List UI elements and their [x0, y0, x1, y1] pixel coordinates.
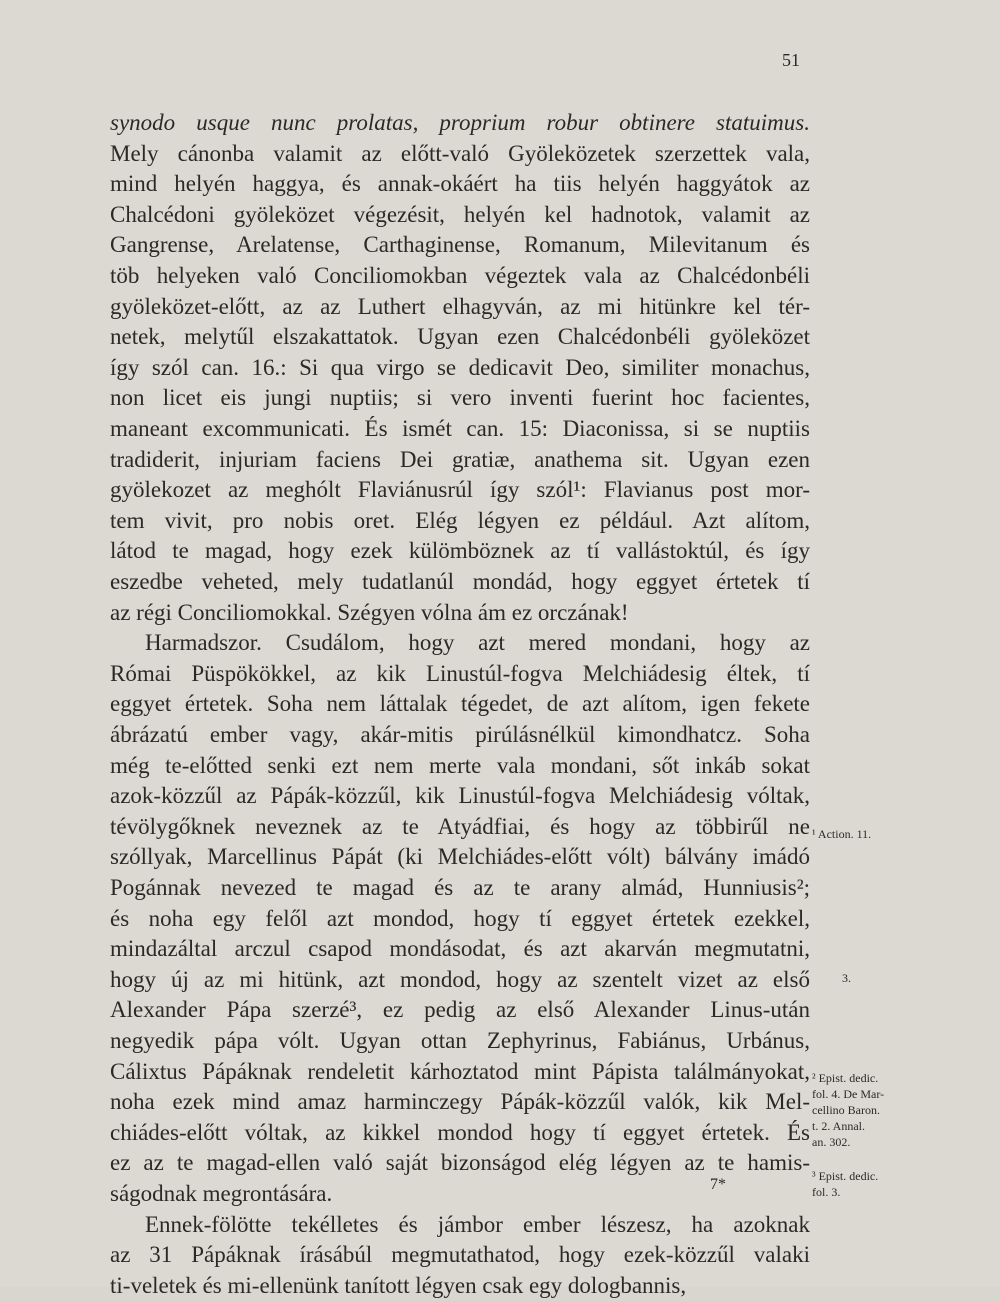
- text-line: ábrázatú ember vagy, akár-mitis pirúlásnélkül kimondhatcz. Soha: [110, 722, 810, 747]
- text-line: synodo usque nunc prolatas, proprium robur obtinere statuimus.: [110, 110, 810, 135]
- text-line: noha ezek mind amaz harminczegy Pápák-közzűl valók, kik Mel-: [110, 1089, 810, 1115]
- text-line: negyedik pápa vólt. Ugyan ottan Zephyrinus, Fabiánus, Urbánus,: [110, 1028, 810, 1053]
- text-line: netek, melytűl elszakattatok. Ugyan ezen Chalcédonbéli gyöleközet: [110, 324, 810, 350]
- margin-note-epist-4: [812, 1070, 912, 1150]
- text-line: szóllyak, Marcellinus Pápát (ki Melchiádes-előtt vólt) bálvány imádó: [110, 844, 810, 870]
- text-line: ságodnak megrontására.: [110, 1181, 333, 1206]
- text-line: hogy új az mi hitünk, azt mondod, hogy az szentelt vizet az első: [110, 966, 810, 992]
- text-line: Alexander Pápa szerzé³, ez pedig az első Alexander Linus-után: [110, 997, 810, 1023]
- margin-note-line: an. 302.: [812, 1135, 851, 1149]
- text-line: így szól can. 16.: Si qua virgo se dedicavit Deo, similiter monachus,: [110, 354, 810, 380]
- text-line: eggyet értetek. Soha nem láttalak tégedet, de azt alítom, igen fekete: [110, 691, 810, 717]
- text-line: tradiderit, injuriam faciens Dei gratiæ, anathema sit. Ugyan ezen: [110, 446, 810, 472]
- signature-mark: 7*: [710, 1176, 726, 1193]
- text-line: ti-veletek és mi-ellenünk tanított légyen csak egy dologbannis,: [110, 1272, 687, 1298]
- text-line: töb helyeken való Conciliomokban végeztek vala az Chalcédonbéli: [110, 263, 810, 288]
- text-line: Cálixtus Pápáknak rendeletit kárhoztatod mint Pápista találmányokat,: [110, 1058, 810, 1084]
- text-line: gyölekozet az meghólt Flaviánusrúl így szól¹: Flavianus post mor-: [110, 477, 810, 503]
- text-line: Ennek-fölötte tekélletes és jámbor ember lészesz, ha azoknak: [145, 1211, 810, 1237]
- text-line: mindazáltal arczul csapod mondásodat, és azt akarván megmutatni,: [110, 936, 810, 962]
- text-line: gyöleközet-előtt, az az Luthert elhagyván, az mi hitünkre kel tér-: [110, 293, 810, 319]
- margin-note-line: t. 2. Annal.: [812, 1119, 865, 1133]
- margin-note-line: fol. 3.: [812, 1185, 841, 1199]
- margin-note-line: ² Epist. dedic.: [812, 1071, 879, 1085]
- margin-note-epist-3: [812, 1168, 912, 1200]
- text-line: Harmadszor. Csudálom, hogy azt mered mondani, hogy az: [145, 630, 810, 656]
- text-line: azok-közzűl az Pápák-közzűl, kik Linustúl-fogva Melchiádesig vóltak,: [110, 783, 810, 809]
- text-line: eszedbe veheted, mely tudatlanúl mondád, hogy eggyet értetek tí: [110, 569, 810, 594]
- margin-note-action: ¹ Action. 11.: [812, 827, 872, 841]
- text-line: ez az te magad-ellen való saját bizonságod elég légyen az te hamis-: [110, 1150, 810, 1176]
- text-line: chiádes-előtt vóltak, az kikkel mondod hogy tí eggyet értetek. És: [110, 1119, 810, 1145]
- text-line: Római Püspökökkel, az kik Linustúl-fogva Melchiádesig éltek, tí: [110, 660, 810, 686]
- margin-note-section-number: 3.: [842, 971, 851, 985]
- text-line: még te-előtted senki ezt nem merte vala mondani, sőt inkáb sokat: [110, 752, 810, 778]
- margin-note-line: ³ Epist. dedic.: [812, 1169, 879, 1183]
- text-line: Chalcédoni gyöleközet végezésit, helyén kel hadnotok, valamit az: [110, 201, 810, 227]
- text-line: maneant excommunicati. És ismét can. 15: Diaconissa, si se nuptiis: [110, 416, 810, 441]
- text-line: az régi Conciliomokkal. Szégyen vólna ám ez orczának!: [110, 599, 629, 625]
- text-line: és noha egy felől azt mondod, hogy tí eggyet értetek ezekkel,: [110, 905, 810, 931]
- text-line: tévölygőknek neveznek az te Atyádfiai, és hogy az többirűl ne: [110, 813, 810, 839]
- text-line: Pogánnak nevezed te magad és az te arany almád, Hunniusis²;: [110, 875, 810, 900]
- text-line: az 31 Pápáknak írásábúl megmutathatod, hogy ezek-közzűl valaki: [110, 1242, 810, 1268]
- text-line: tem vivit, pro nobis oret. Elég légyen ez például. Azt alítom,: [110, 507, 810, 533]
- text-line: Mely cánonba valamit az előtt-való Gyöleközetek szerzettek vala,: [110, 140, 810, 166]
- page-number: 51: [782, 50, 800, 70]
- margin-note-line: cellino Baron.: [812, 1103, 880, 1117]
- text-line: látod te magad, hogy ezek külömböznek az tí vallástoktúl, és így: [110, 538, 810, 564]
- text-line: Gangrense, Arelatense, Carthaginense, Romanum, Milevitanum és: [110, 232, 810, 258]
- margin-note-line: fol. 4. De Mar-: [812, 1087, 885, 1101]
- text-line: non licet eis jungi nuptiis; si vero inventi fuerint hoc facientes,: [110, 385, 810, 411]
- text-line: mind helyén haggya, és annak-okáért ha tiis helyén haggyátok az: [110, 171, 810, 197]
